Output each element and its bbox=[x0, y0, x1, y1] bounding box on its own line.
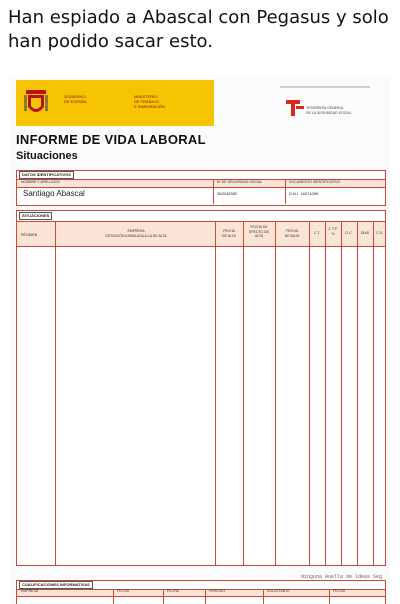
social-security-logo-icon bbox=[286, 100, 304, 116]
col-empresa bbox=[57, 229, 215, 238]
col-fecha-alta-line-2: DE ALTA bbox=[222, 233, 236, 238]
col-gc: G.C. bbox=[345, 231, 353, 235]
min-line-3: E INMIGRACIÓN bbox=[134, 104, 165, 109]
col-nombre: NOMBRE Y APELLIDOS bbox=[21, 180, 60, 184]
footer-col-3: FECHA bbox=[167, 589, 179, 593]
ministry-label bbox=[134, 94, 165, 109]
col-fecha-baja bbox=[276, 229, 308, 238]
col-fecha-efecto-line-1: FECHA DE bbox=[250, 225, 268, 229]
divider bbox=[55, 221, 56, 565]
post-caption: Han espiado a Abascal con Pegasus y solo han podido sacar esto. bbox=[8, 7, 389, 52]
footer-col-1: EMPRESA bbox=[21, 589, 39, 593]
col-cs: C.S. bbox=[376, 231, 383, 235]
section-label-datos: DATOS IDENTIFICATIVOS bbox=[19, 171, 74, 179]
divider bbox=[213, 179, 214, 204]
divider bbox=[285, 179, 286, 204]
document-subtitle: Situaciones bbox=[16, 150, 78, 162]
footer-col-6: FECHA bbox=[333, 589, 345, 593]
documento-value: D.N.I. 16071089 bbox=[289, 191, 319, 196]
col-fecha-alta bbox=[216, 229, 242, 238]
divider bbox=[275, 221, 276, 565]
col-ctp-line-2: % bbox=[331, 231, 335, 236]
col-dias: DÍAS bbox=[360, 231, 370, 235]
col-empresa-line-2: SITUACIÓN ASIMILADA A LA DE ALTA bbox=[105, 233, 167, 238]
vida-laboral-document bbox=[10, 78, 390, 604]
situaciones-table bbox=[16, 210, 386, 566]
col-fecha-efecto bbox=[244, 225, 274, 239]
divider bbox=[309, 221, 310, 565]
social-security-label bbox=[306, 106, 352, 115]
col-ctp-line-1: C.T.P. bbox=[328, 227, 338, 231]
divider bbox=[205, 589, 206, 604]
divider bbox=[341, 221, 342, 565]
col-ct: C.T. bbox=[313, 231, 321, 235]
divider bbox=[325, 221, 326, 565]
divider bbox=[163, 589, 164, 604]
gov-line-1: GOBIERNO bbox=[64, 94, 86, 99]
government-logo-block bbox=[16, 80, 214, 126]
section-label-cualificaciones: CUALIFICACIONES INFORMATIVAS bbox=[19, 581, 93, 589]
col-fecha-baja-line-2: DE BAJA bbox=[284, 233, 300, 238]
nombre-value: Santiago Abascal bbox=[23, 189, 85, 198]
ss-line-1: TESORERÍA GENERAL bbox=[306, 106, 344, 110]
min-line-2: DE TRABAJO bbox=[134, 99, 160, 104]
gov-line-2: DE ESPAÑA bbox=[64, 99, 87, 104]
divider bbox=[280, 86, 370, 88]
col-ctp bbox=[326, 227, 340, 236]
cualificaciones-section bbox=[16, 580, 386, 604]
government-label bbox=[64, 94, 87, 104]
section-label-situaciones: SITUACIONES bbox=[19, 212, 52, 220]
divider bbox=[357, 221, 358, 565]
divider bbox=[263, 589, 264, 604]
divider bbox=[243, 221, 244, 565]
nss-value: 282049382 bbox=[217, 191, 238, 196]
footer-col-4: PERIODO bbox=[209, 589, 226, 593]
col-documento: DOCUMENTO IDENTIFICATIVO bbox=[289, 180, 341, 184]
col-empresa-line-1: EMPRESA bbox=[127, 229, 145, 233]
divider bbox=[113, 589, 114, 604]
col-fecha-baja-line-1: FECHA bbox=[286, 229, 298, 233]
footer-col-5: SOLICITANTE bbox=[267, 589, 290, 593]
ss-line-2: DE LA SEGURIDAD SOCIAL bbox=[306, 110, 352, 115]
col-regimen: RÉGIMEN bbox=[21, 233, 38, 237]
divider bbox=[215, 221, 216, 565]
col-fecha-alta-line-1: FECHA bbox=[223, 229, 235, 233]
identification-section bbox=[16, 170, 386, 206]
col-fecha-efecto-line-3: ALTA bbox=[254, 234, 264, 238]
document-title: INFORME DE VIDA LABORAL bbox=[16, 132, 206, 147]
divider bbox=[329, 589, 330, 604]
coat-of-arms-icon bbox=[24, 87, 48, 119]
footer-note: Ninguna Huella de Ideas Seg bbox=[300, 574, 382, 580]
divider bbox=[373, 221, 374, 565]
col-fecha-efecto-line-2: EFECTO DE bbox=[249, 229, 269, 234]
col-nss: Nº DE SEGURIDAD SOCIAL bbox=[217, 180, 263, 184]
min-line-1: MINISTERIO bbox=[134, 94, 158, 99]
footer-col-2: FECHA bbox=[117, 589, 129, 593]
